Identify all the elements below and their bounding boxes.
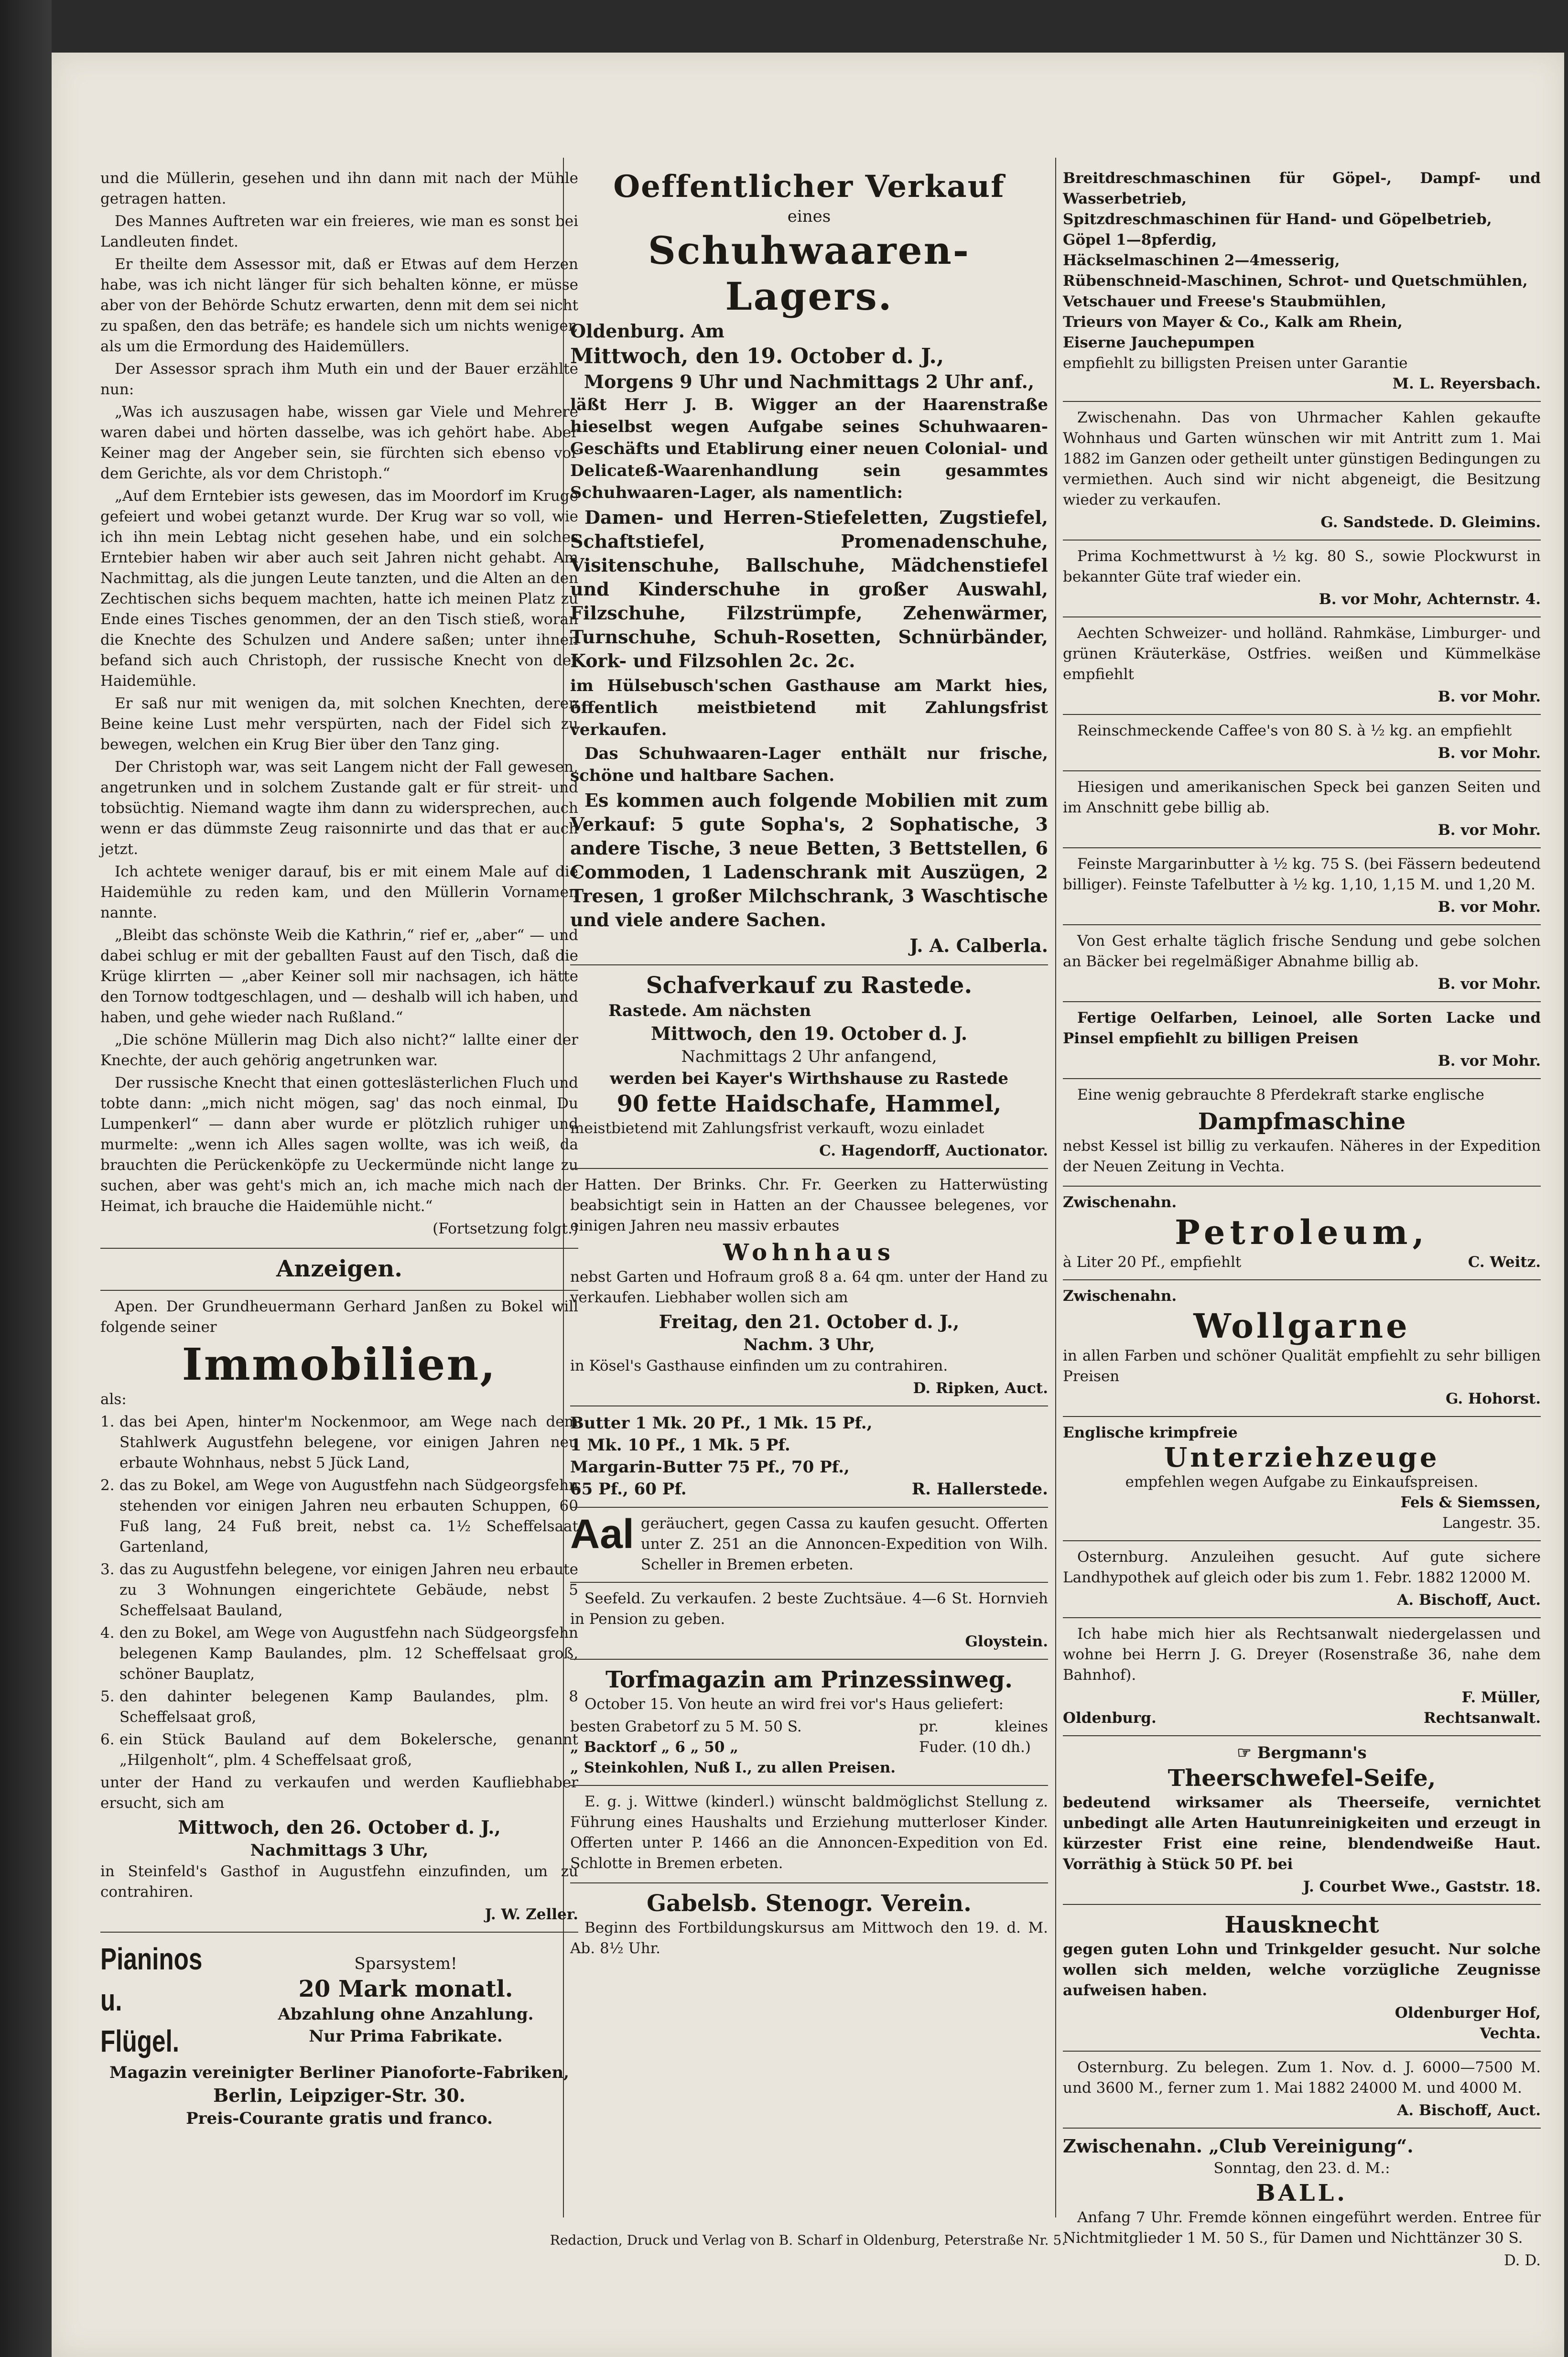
ad-title: Wollgarne — [1193, 1306, 1410, 1346]
story-continued: (Fortsetzung folgt.) — [433, 1220, 578, 1237]
ad-text: Oldenburg. Am — [570, 320, 725, 342]
story-paragraph: und die Müllerin, gesehen und ihn dann mit nach der Mühle getragen hatten. — [100, 170, 578, 207]
ad-text: eines — [787, 207, 831, 226]
dampfmaschine-ad — [1063, 1079, 1541, 1187]
ad-item-list: Damen- und Herren-Stiefeletten, Zugstiefel, Schaftstiefel, Promenadenschuhe, Visitenschuhe, Ballschuhe, Mädchenstiefel und Kinderschuhe in großer Auswahl, Filzschuhe, Filzstrümpfe, Zehenwärmer, Turnschuhe, Schuh-Rosetten, Schnürbänder, Kork- und Filzsohlen 2c. 2c. — [570, 507, 1048, 671]
story-paragraph: Er saß nur mit wenigen da, mit solchen Knechten, deren Beine keine Lust mehr verspürten, nach der Fidel sich zu bewegen, welchen ein Krug Bier über den Tanz ging. — [100, 695, 578, 753]
product-line: Vetschauer und Freese's Staubmühlen, — [1063, 293, 1387, 310]
ad-title: Zwischenahn. „Club Vereinigung“. — [1063, 2135, 1414, 2157]
immobilien-ad — [100, 1291, 578, 1933]
price-line: „ Steinkohlen, Nuß I., zu allen Preisen. — [570, 1759, 896, 1776]
ad-text: in allen Farben und schöner Qualität empfiehlt zu sehr billigen Preisen — [1063, 1347, 1541, 1385]
ad-text: unter der Hand zu verkaufen und werden Kaufliebhaber ersucht, sich am — [100, 1774, 578, 1812]
list-item: 1. das bei Apen, hinter'm Nockenmoor, am Wege nach dem Stahlwerk Augustfehn belegene, vor einigen Jahren neu erbaute Wohnhaus, nebst 5 Jück Land, — [100, 1413, 578, 1471]
story-paragraph: Er theilte dem Assessor mit, daß er Etwas auf dem Herzen habe, was ich nicht länger für sich behalten könne, er müsse aber von der Behörde Schutz erwarten, denn mit dem sei nicht zu spaßen, den das beträfe; es handele sich um nichts weniger, als um die Ermordung des Haidemüllers. — [100, 256, 578, 355]
ad-date: Freitag, den 21. October d. J., — [659, 1311, 960, 1332]
ad-signature: J. W. Zeller. — [485, 1906, 578, 1923]
hausknecht-ad — [1063, 1905, 1541, 2052]
ad-title: Theerschwefel-Seife, — [1168, 1765, 1436, 1792]
ad-time: Nachmittags 2 Uhr anfangend, — [681, 1047, 937, 1066]
list-item: 5. den dahinter belegenen Kamp Baulandes, plm. 8 Scheffelsaat groß, — [100, 1688, 578, 1726]
ad-title: Dampfmaschine — [1198, 1108, 1406, 1135]
ad-signature: G. Hohorst. — [1445, 1390, 1541, 1407]
ad-signature: D. D. — [1503, 2252, 1541, 2269]
ad-text: Rastede. Am nächsten — [608, 1001, 811, 1020]
ad-text: meistbietend mit Zahlungsfrist verkauft, wozu einladet — [570, 1120, 984, 1137]
ad-text: in Kösel's Gasthause einfinden um zu contrahiren. — [570, 1357, 948, 1374]
gest-ad — [1063, 925, 1541, 1002]
ad-text: Feinste Margarinbutter à ½ kg. 75 S. (bei Fässern bedeutend billiger). Feinste Tafelbutter à ½ kg. 1,10, 1,15 M. und 1,20 M. — [1063, 855, 1541, 893]
product-line: Eiserne Jauchepumpen — [1063, 334, 1255, 351]
ad-signature: B. vor Mohr, Achternstr. 4. — [1319, 591, 1541, 608]
story-paragraph: Ich achtete weniger darauf, bis er mit einem Male auf die Haidemühle zu reden kam, und den Müllerin Vornamen nannte. — [100, 863, 578, 921]
ad-text: E. g. j. Wittwe (kinderl.) wünscht baldmöglichst Stellung z. Führung eines Haushalts und Erziehung mutterloser Kinder. Offerten unter P. 1466 an die Annoncen-Expedition von Ed. Schlotte in Bremen erbeten. — [570, 1793, 1048, 1872]
ad-price: 20 Mark monatl. — [298, 1976, 513, 2002]
aal-ad — [570, 1508, 1048, 1583]
schuhwaaren-ad — [570, 162, 1048, 965]
ad-text: Reinschmeckende Caffee's von 80 S. à ½ kg. an empfiehlt — [1077, 722, 1512, 739]
anzeigen-header — [100, 1249, 578, 1291]
schafverkauf-ad — [570, 965, 1048, 1169]
ad-intro: Apen. Der Grundheuermann Gerhard Janßen zu Bokel will folgende seiner — [100, 1298, 578, 1336]
price-line: 1 Mk. 10 Pf., 1 Mk. 5 Pf. — [570, 1436, 790, 1455]
story-paragraph: Der Assessor sprach ihm Muth ein und der Bauer erzählte nun: — [100, 360, 578, 398]
ad-signature-title: Rechtsanwalt. — [1424, 1709, 1541, 1727]
ad-date: Mittwoch, den 19. October d. J. — [650, 1023, 968, 1044]
ad-text: Seefeld. Zu verkaufen. 2 beste Zuchtsäue. 4—6 St. Hornvieh in Pension zu geben. — [570, 1590, 1048, 1628]
ad-text: empfehlen wegen Aufgabe zu Einkaufspreisen. — [1125, 1473, 1479, 1491]
ad-signature: Oldenburger Hof, — [1395, 2004, 1541, 2022]
ad-text: à Liter 20 Pf., empfiehlt — [1063, 1254, 1242, 1271]
column-1 — [100, 162, 578, 2213]
ad-text: in Steinfeld's Gasthof in Augustfehn einzufinden, um zu contrahiren. — [100, 1863, 578, 1901]
ad-text: Es kommen auch folgende Mobilien mit zum Verkauf: 5 gute Sopha's, 2 Sophatische, 3 andere Tische, 3 neue Betten, 3 Bettstellen, 6 Commoden, 1 Ladenschrank mit Auszügen, 2 Tresen, 1 großer Milchschrank, 3 Waschtische und viele andere Sachen. — [570, 789, 1048, 930]
wohnhaus-ad — [570, 1169, 1048, 1406]
ad-signature: B. vor Mohr. — [1438, 1052, 1541, 1070]
story-paragraph: „Bleibt das schönste Weib die Kathrin,“ rief er, „aber“ — und dabei schlug er mit der geballten Faust auf den Tisch, daß die Krüge klirrten — „aber Keiner soll mir nachsagen, ich hätte den Tornow todtgeschlagen, und — deshalb will ich haben, und haben, und gehe wieder nach Rußland.“ — [100, 927, 578, 1026]
ad-signature: D. Ripken, Auct. — [913, 1380, 1048, 1397]
story-paragraph: Der russische Knecht that einen gotteslästerlichen Fluch und tobte dann: „mich nicht mögen, sag' das noch einmal, Du Lumpenkerl“ — dann aber wurde er plötzlich ruhiger und murmelte: „wenn ich Alles sagen wollte, was ich weiß, da brauchten die Perückenköpfe zu Ueckermünde nicht lange zu suchen, aber was geht's mich an, ich mache mich nach der Heimat, ich brauche die Haidemühle nicht.“ — [100, 1074, 578, 1215]
osternburg-anleihe-ad — [1063, 1541, 1541, 1618]
ad-time: Nachm. 3 Uhr, — [743, 1335, 875, 1354]
ad-time: Morgens 9 Uhr und Nachmittags 2 Uhr anf., — [584, 371, 1035, 392]
ad-headline: BALL. — [1255, 2180, 1348, 2206]
ad-signature: B. vor Mohr. — [1438, 688, 1541, 705]
story-paragraph: Des Mannes Auftreten war ein freieres, wie man es sonst bei Landleuten findet. — [100, 213, 578, 250]
pianos-ad — [100, 1933, 578, 2136]
price-line: besten Grabetorf zu 5 M. 50 S. — [570, 1718, 802, 1735]
steno-ad — [570, 1883, 1048, 1968]
butter-ad — [570, 1406, 1048, 1508]
kochmettwurst-ad — [1063, 541, 1541, 617]
story-paragraph: „Was ich auszusagen habe, wissen gar Viele und Mehrere waren dabei und hörten dasselbe, was ich gehört habe. Aber Keiner mag der Angeber sein, sie fürchten sich ebenso vor dem Gerichte, als vor dem Christoph.“ — [100, 403, 578, 482]
ad-signature: Fels & Siemssen, — [1400, 1494, 1541, 1511]
ad-text: October 15. Von heute an wird frei vor's Haus geliefert: — [584, 1696, 1004, 1713]
ad-text: Von Gest erhalte täglich frische Sendung und gebe solchen an Bäcker bei regelmäßiger Abnahme billig ab. — [1063, 932, 1541, 970]
ad-signature: Vechta. — [1480, 2025, 1541, 2042]
ad-title: Schuhwaaren-Lagers. — [648, 228, 970, 319]
ad-signature: C. Weitz. — [1468, 1254, 1541, 1271]
ad-text: als: — [100, 1391, 127, 1408]
ad-text: Hatten. Der Brinks. Chr. Fr. Geerken zu Hatterwüsting beabsichtigt sein in Hatten an der Chaussee belegenes, vor einigen Jahren neu massiv erbautes — [570, 1176, 1048, 1234]
ad-date: Mittwoch, den 19. October d. J., — [570, 344, 944, 368]
serial-story — [100, 162, 578, 1249]
ad-text: Fertige Oelfarben, Leinoel, alle Sorten Lacke und Pinsel empfiehlt zu billigen Preisen — [1063, 1009, 1541, 1047]
ad-title: Oeffentlicher Verkauf — [613, 169, 1005, 205]
price-line: „ Backtorf „ 6 „ 50 „ — [570, 1739, 739, 1756]
torfmagazin-ad — [570, 1660, 1048, 1786]
ad-text: Zwischenahn. Das von Uhrmacher Kahlen gekaufte Wohnhaus und Garten wünschen wir mit Antritt zum 1. Mai 1882 im Ganzen oder getheilt unter günstigen Bedingungen zu vermiethen. Auch sind wir nicht abgeneigt, die Besitzung wieder zu verkaufen. — [1063, 409, 1541, 508]
ad-signature: B. vor Mohr. — [1438, 745, 1541, 762]
ad-title: Aal — [570, 1511, 634, 1557]
ad-text: gegen guten Lohn und Trinkgelder gesucht. Nur solche wollen sich melden, welche vorzügliche Zeugnisse aufweisen haben. — [1063, 1941, 1541, 1999]
immobilien-list — [100, 1412, 578, 1771]
ad-text: Preis-Courante gratis und franco. — [186, 2109, 493, 2128]
unterziehzeuge-ad — [1063, 1417, 1541, 1541]
ad-text: empfiehlt zu billigsten Preisen unter Garantie — [1063, 355, 1408, 372]
ad-headline: 90 fette Haidschafe, Hammel, — [616, 1091, 1002, 1117]
zwischenahn-wohnhaus-ad — [1063, 402, 1541, 541]
ad-text: Zwischenahn. — [1063, 1194, 1177, 1211]
wollgarne-ad — [1063, 1280, 1541, 1417]
margarinbutter-ad — [1063, 848, 1541, 925]
ad-text: werden bei Kayer's Wirthshause zu Rastede — [609, 1069, 1009, 1088]
ad-text: Magazin vereinigter Berliner Pianoforte-Fabriken, — [109, 2063, 570, 2082]
product-line: Häckselmaschinen 2—4messerig, — [1063, 252, 1340, 269]
ad-signature: G. Sandstede. D. Gleimins. — [1320, 514, 1541, 531]
ad-signature: A. Bischoff, Auct. — [1397, 2102, 1541, 2119]
ad-title: Torfmagazin am Prinzessinweg. — [605, 1666, 1013, 1693]
ad-text: Abzahlung ohne Anzahlung. — [278, 2005, 534, 2024]
ad-signature: M. L. Reyersbach. — [1392, 375, 1541, 392]
ad-text: Ich habe mich hier als Rechtsanwalt niedergelassen und wohne bei Herrn J. G. Dreyer (Rosenstraße 36, nahe dem Bahnhof). — [1063, 1625, 1541, 1684]
imprint-footer: Redaction, Druck und Verlag von B. Scharf in Oldenburg, Peterstraße Nr. 5. — [550, 2232, 1066, 2248]
petroleum-ad — [1063, 1187, 1541, 1280]
ad-signature: Gloystein. — [965, 1633, 1048, 1650]
ad-text: Eine wenig gebrauchte 8 Pferdekraft starke englische — [1077, 1086, 1484, 1103]
price-line: Margarin-Butter 75 Pf., 70 Pf., — [570, 1458, 850, 1477]
story-paragraph: „Auf dem Erntebier ists gewesen, das im Moordorf im Kruge gefeiert und wobei getanzt wurde. Der Krug war so voll, wie ich ihn mein Lebtag nicht gesehen habe, und ein solches Erntebier haben wir aber auch seit Jahren nicht gehabt. Am Nachmittag, als die jungen Leute tanzten, und die Alten an den Zechtischen sichs bequem machten, hatte ich meinen Platz zu Ende eines Tisches genommen, der an den Tisch stieß, woran die Knechte des Schulzen und Andere saßen; unter ihnen befand sich auch Christoph, der russische Knecht von der Haidemühle. — [100, 487, 578, 690]
ad-time: Nachmittags 3 Uhr, — [250, 1841, 429, 1860]
ad-signature: J. A. Calberla. — [909, 935, 1048, 956]
ad-text: Anfang 7 Uhr. Fremde können eingeführt werden. Entree für Nichtmitglieder 1 M. 50 S., für Damen und Nichttänzer 30 S. — [1063, 2209, 1541, 2247]
ad-text: nebst Kessel ist billig zu verkaufen. Näheres in der Expedition der Neuen Zeitung in Vechta. — [1063, 1137, 1541, 1175]
column-rule-2 — [1055, 158, 1056, 2217]
ad-date: Mittwoch, den 26. October d. J., — [178, 1816, 501, 1838]
ad-signature: C. Hagendorff, Auctionator. — [819, 1142, 1048, 1159]
price-line: 65 Pf., 60 Pf. — [570, 1480, 687, 1499]
ad-text: Sparsystem! — [354, 1954, 457, 1973]
product-line: Spitzdreschmaschinen für Hand- und Göpelbetrieb, — [1063, 211, 1492, 228]
ad-signature: B. vor Mohr. — [1438, 822, 1541, 839]
column-2 — [570, 162, 1048, 2213]
ad-signature: R. Hallerstede. — [911, 1480, 1048, 1499]
ad-text: bedeutend wirksamer als Theerseife, vernichtet unbedingt alle Arten Hautunreinigkeiten und erzeugt in kürzester Frist eine reine, blendendweiße Haut. Vorräthig à Stück 50 Pf. bei — [1063, 1794, 1541, 1873]
product-line: Göpel 1—8pferdig, — [1063, 231, 1217, 249]
ad-text: läßt Herr J. B. Wigger an der Haarenstraße hieselbst wegen Aufgabe seines Schuhwaaren-Geschäfts und Etablirung einer neuen Colonial- und Delicateß-Waarenhandlung sein gesammtes Schuhwaaren-Lager, als namentlich: — [570, 395, 1048, 502]
ad-text: im Hülsebusch'schen Gasthause am Markt hies, öffentlich meistbietend mit Zahlungsfrist verkaufen. — [570, 676, 1048, 739]
section-title: Anzeigen. — [276, 1255, 402, 1282]
product-line: Rübenschneid-Maschinen, Schrot- und Quetschmühlen, — [1063, 272, 1528, 290]
ad-signature: F. Müller, — [1461, 1689, 1541, 1706]
product-line: Trieurs von Mayer & Co., Kalk am Rhein, — [1063, 314, 1403, 331]
ad-text: Osternburg. Zu belegen. Zum 1. Nov. d. J. 6000—7500 M. und 3600 M., ferner zum 1. Mai 1882 24000 M. und 4000 M. — [1063, 2059, 1541, 2097]
ad-text: Osternburg. Anzuleihen gesucht. Auf gute sichere Landhypothek auf gleich oder bis zum 1. Febr. 1882 12000 M. — [1063, 1548, 1541, 1586]
ad-note: pr. kleines Fuder. (10 dh.) — [919, 1718, 1048, 1756]
wittwe-ad — [570, 1786, 1048, 1883]
price-line: Butter 1 Mk. 20 Pf., 1 Mk. 15 Pf., — [570, 1414, 873, 1433]
ad-text: Englische krimpfreie — [1063, 1424, 1238, 1441]
rechtsanwalt-ad — [1063, 1618, 1541, 1736]
scan-edge — [0, 0, 52, 2357]
list-item: 6. ein Stück Bauland auf dem Bokelersche, genannt „Hilgenholt“, plm. 4 Scheffelsaat groß, — [100, 1731, 578, 1769]
ad-text: Aechten Schweizer- und holländ. Rahmkäse, Limburger- und grünen Kräuterkäse, Ostfries. weißen und Kümmelkäse empfiehlt — [1063, 625, 1541, 683]
ad-text: Nur Prima Fabrikate. — [309, 2027, 503, 2046]
ad-address: Langestr. 35. — [1442, 1514, 1541, 1532]
list-item: 3. das zu Augustfehn belegene, vor einigen Jahren neu erbaute zu 3 Wohnungen eingerichtete Gebäude, nebst 5 Scheffelsaat Bauland, — [100, 1561, 578, 1619]
ad-place: Oldenburg. — [1063, 1709, 1157, 1727]
ad-title: Unterziehzeuge — [1164, 1442, 1440, 1473]
kaese-ad — [1063, 617, 1541, 715]
ad-title: Schafverkauf zu Rastede. — [646, 972, 973, 999]
osternburg-belegen-ad — [1063, 2052, 1541, 2129]
ad-signature: B. vor Mohr. — [1438, 898, 1541, 916]
ad-brand: ☞ Bergmann's — [1237, 1743, 1367, 1762]
newspaper-page — [52, 53, 1564, 2357]
ad-text: Zwischenahn. — [1063, 1287, 1177, 1305]
ad-title: Pianinos u. Flügel. — [100, 1942, 203, 2058]
club-vereinigung-ad — [1063, 2129, 1541, 2278]
product-line: Breitdreschmaschinen für Göpel-, Dampf- und Wasserbetrieb, — [1063, 170, 1541, 207]
oelfarben-ad — [1063, 1002, 1541, 1079]
ad-text: Hiesigen und amerikanischen Speck bei ganzen Seiten und im Anschnitt gebe billig ab. — [1063, 778, 1541, 816]
caffee-ad — [1063, 715, 1541, 771]
ad-text: Beginn des Fortbildungskursus am Mittwoch den 19. d. M. Ab. 8½ Uhr. — [570, 1919, 1048, 1957]
ad-signature: A. Bischoff, Auct. — [1397, 1591, 1541, 1609]
ad-title: Wohnhaus — [723, 1239, 895, 1266]
ad-date: Sonntag, den 23. d. M.: — [1213, 2160, 1390, 2177]
story-paragraph: „Die schöne Müllerin mag Dich also nicht?“ lallte einer der Knechte, der auch gehörig angetrunken war. — [100, 1031, 578, 1069]
ad-signature: B. vor Mohr. — [1438, 975, 1541, 993]
column-3 — [1063, 162, 1541, 2269]
ad-text: nebst Garten und Hofraum groß 8 a. 64 qm. unter der Hand zu verkaufen. Liebhaber wollen sich am — [570, 1268, 1048, 1306]
ad-title: Gabelsb. Stenogr. Verein. — [647, 1890, 972, 1917]
ad-text: Das Schuhwaaren-Lager enthält nur frische, schöne und haltbare Sachen. — [570, 744, 1048, 785]
ad-title: Immobilien, — [182, 1339, 497, 1390]
ad-address: Berlin, Leipziger-Str. 30. — [213, 2085, 465, 2106]
pointing-hand-icon: ☞ — [1237, 1743, 1257, 1762]
theerschwefel-seife-ad — [1063, 1736, 1541, 1905]
ad-text: geräuchert, gegen Cassa zu kaufen gesucht. Offerten unter Z. 251 an die Annoncen-Expedition von Wilh. Scheller in Bremen erbeten. — [640, 1515, 1048, 1573]
dreschmaschinen-ad — [1063, 162, 1541, 402]
seefeld-ad — [570, 1583, 1048, 1660]
list-item: 2. das zu Bokel, am Wege von Augustfehn nach Südgeorgsfehn stehenden vor einigen Jahren neu erbauten Schuppen, 60 Fuß lang, 24 Fuß breit, nebst ca. 1½ Scheffelsaat Gartenland, — [100, 1477, 578, 1556]
ad-title: Hausknecht — [1224, 1912, 1379, 1938]
ad-signature: J. Courbet Wwe., Gaststr. 18. — [1303, 1878, 1541, 1895]
story-paragraph: Der Christoph war, was seit Langem nicht der Fall gewesen, angetrunken und in solchem Zustande galt er für streit- und tobsüchtig. Niemand wagte ihm dann zu widersprechen, auch wenn er das dümmste Zeug raisonnirte und das that er auch jetzt. — [100, 758, 578, 858]
ad-text: Prima Kochmettwurst à ½ kg. 80 S., sowie Plockwurst in bekannter Güte traf wieder ein. — [1063, 548, 1541, 585]
list-item: 4. den zu Bokel, am Wege von Augustfehn nach Südgeorgsfehn belegenen Kamp Baulandes, plm. 12 Scheffelsaat groß, schöner Bauplatz, — [100, 1624, 578, 1683]
speck-ad — [1063, 771, 1541, 848]
ad-title: Petroleum, — [1175, 1212, 1429, 1252]
